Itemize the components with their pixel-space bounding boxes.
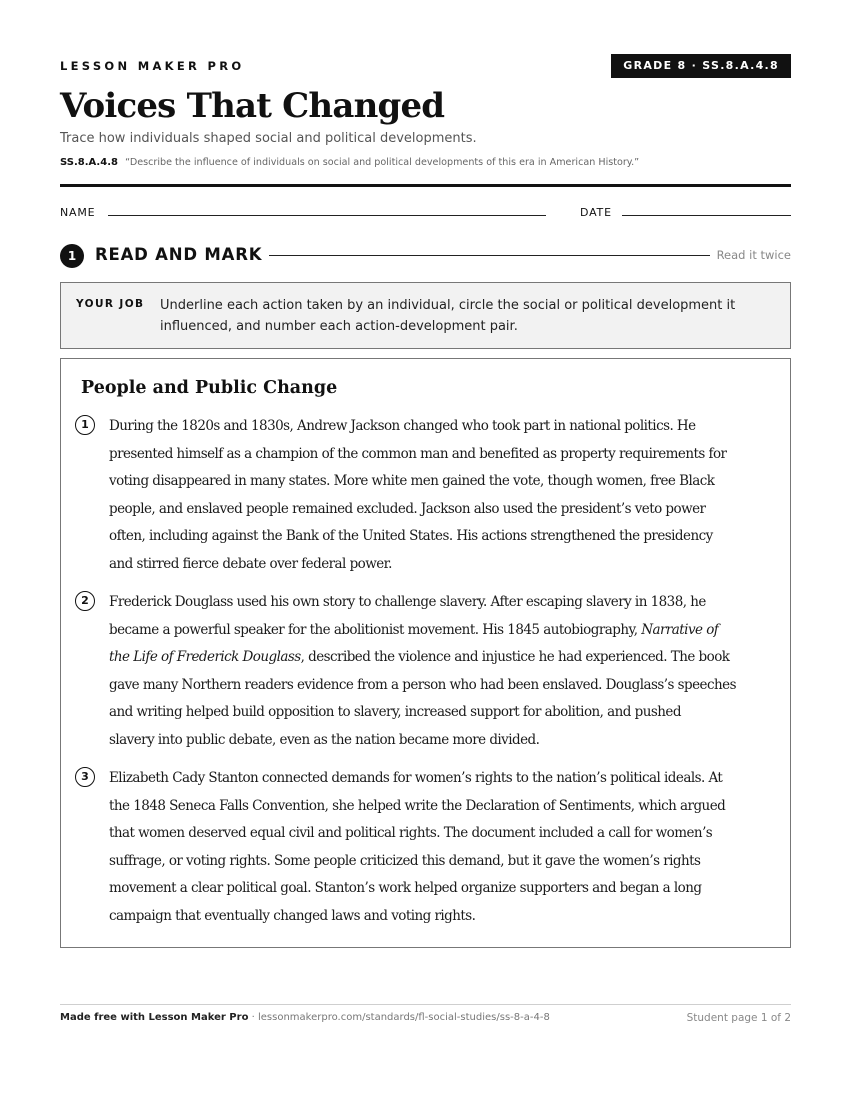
- paragraph-line: the 1848 Seneca Falls Convention, she helped write the Declaration of Sentiments, which argued: [109, 797, 726, 814]
- your-job-box: [60, 282, 791, 349]
- paragraph-line: Frederick Douglass used his own story to challenge slavery. After escaping slavery in 1838, he: [109, 594, 706, 610]
- paragraph-number: 3: [75, 767, 95, 787]
- your-job-instructions: Underline each action taken by an individual, circle the social or political development it influenced, and number each action-development pair.: [160, 298, 736, 334]
- paragraph-line: that women deserved equal civil and political rights. The document included a call for women’s: [109, 825, 713, 841]
- line-text: , described the violence and injustice he had experienced. The book: [300, 649, 730, 665]
- section-note: Read it twice: [716, 248, 791, 262]
- paragraph-text: [109, 589, 769, 754]
- name-field[interactable]: [108, 215, 546, 216]
- paragraph-line: gave many Northern readers evidence from a person who had been enslaved. Douglass’s speeches: [109, 676, 736, 693]
- paragraph-line: suffrage, or voting rights. Some people criticized this demand, but it gave the women’s rights: [109, 852, 701, 869]
- book-title-italic: Narrative of: [641, 621, 719, 638]
- worksheet-page: [60, 0, 791, 1100]
- date-label: DATE: [580, 206, 612, 219]
- footer-divider: [60, 1004, 791, 1005]
- standard-line: [60, 157, 639, 168]
- section-divider: [269, 255, 710, 256]
- paragraph-line: [109, 644, 769, 672]
- paragraph-line: and stirred fierce debate over federal power.: [109, 555, 392, 572]
- worksheet-title: Voices That Changed: [60, 86, 445, 126]
- paragraph-text: [109, 413, 769, 578]
- footer-page-indicator: Student page 1 of 2: [686, 1012, 791, 1024]
- standard-code: SS.8.A.4.8: [60, 157, 118, 168]
- paragraph-line: often, including against the Bank of the United States. His actions strengthened the presidency: [109, 528, 713, 544]
- name-label: NAME: [60, 206, 96, 219]
- worksheet-subtitle: Trace how individuals shaped social and political developments.: [60, 131, 477, 146]
- paragraph-line: presented himself as a champion of the common man and benefited as property requirements for: [109, 445, 727, 462]
- brand-name: LESSON MAKER PRO: [60, 59, 245, 73]
- paragraph-line: [109, 617, 769, 645]
- reading-passage-box: [60, 358, 791, 948]
- footer-url[interactable]: lessonmakerpro.com/standards/fl-social-studies/ss-8-a-4-8: [257, 1012, 550, 1023]
- header-divider: [60, 184, 791, 187]
- section-number-badge: 1: [60, 244, 84, 268]
- paragraph-line: and writing helped build opposition to slavery, increased support for abolition, and pushed: [109, 704, 681, 720]
- book-title-italic: the Life of Frederick Douglass: [109, 649, 301, 665]
- paragraph-number: 1: [75, 415, 95, 435]
- paragraph-line: campaign that eventually changed laws and voting rights.: [109, 907, 476, 924]
- paragraph-line: During the 1820s and 1830s, Andrew Jackson changed who took part in national politics. He: [109, 418, 696, 434]
- paragraph-text: [109, 765, 769, 930]
- reading-title: People and Public Change: [81, 378, 338, 398]
- paragraph-line: people, and enslaved people remained excluded. Jackson also used the president’s veto power: [109, 500, 706, 517]
- line-text: became a powerful speaker for the abolitionist movement. His 1845 autobiography,: [109, 621, 642, 638]
- section-title: READ AND MARK: [95, 245, 263, 264]
- footer-separator: ·: [248, 1012, 258, 1023]
- footer-made-with: Made free with Lesson Maker Pro: [60, 1012, 249, 1023]
- date-field[interactable]: [622, 215, 791, 216]
- paragraph-line: movement a clear political goal. Stanton’s work helped organize supporters and began a long: [109, 880, 702, 896]
- footer-credit: [60, 1012, 550, 1023]
- your-job-label: YOUR JOB: [76, 298, 145, 310]
- standard-quote: “Describe the influence of individuals on social and political developments of this era in American History.”: [125, 157, 640, 168]
- paragraph-number: 2: [75, 591, 95, 611]
- paragraph-line: slavery into public debate, even as the nation became more divided.: [109, 731, 540, 748]
- grade-standard-badge: GRADE 8 · SS.8.A.4.8: [611, 54, 791, 78]
- paragraph-line: Elizabeth Cady Stanton connected demands for women’s rights to the nation’s political ideals. At: [109, 770, 723, 786]
- paragraph-line: voting disappeared in many states. More white men gained the vote, though women, free Black: [109, 473, 715, 489]
